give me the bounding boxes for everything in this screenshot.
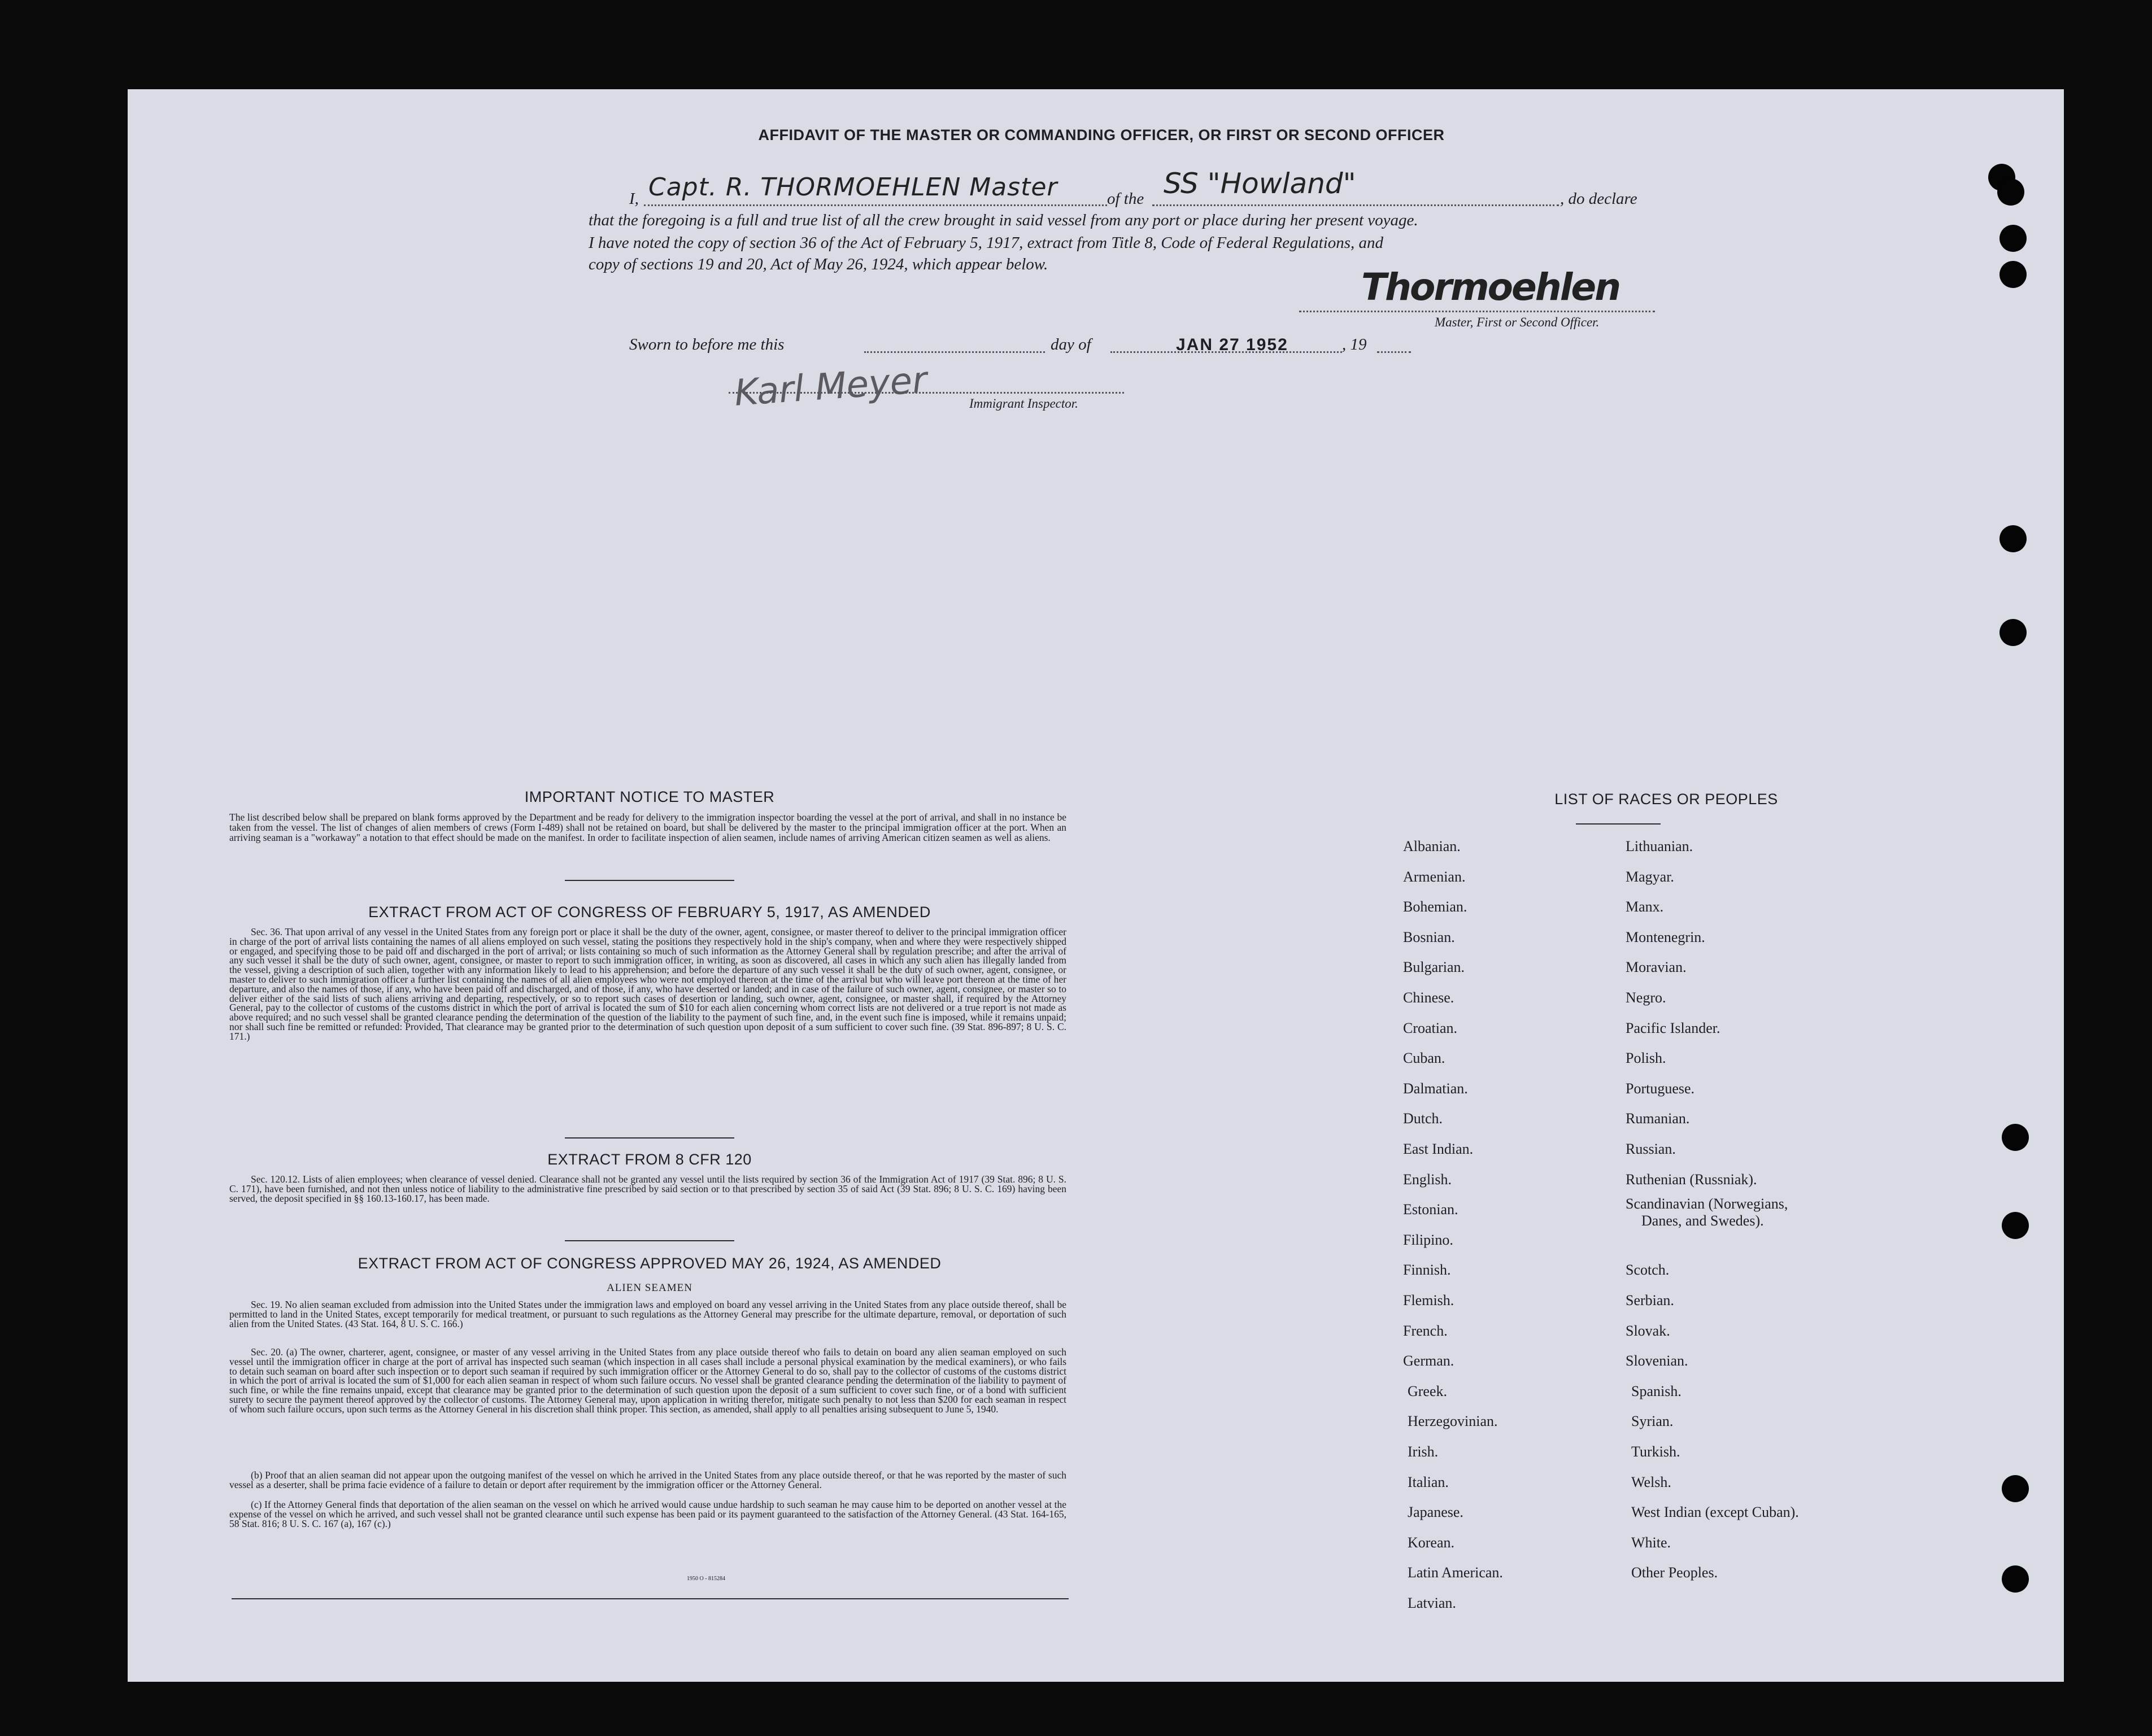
race-item: East Indian. [1403, 1141, 1474, 1157]
extract-1917-text: Sec. 36. That upon arrival of any vessel in the United States from any foreign port or place it shall be the duty of the owner, agent, consignee, or master thereof to deliver to the principal immigration officer in charge of the port of arrival lists containing the names of all aliens employed on such vessel, stating the positions they respectively hold in the ship's company, when and where they were respectively shipped or engaged, and specifying those to be paid off and discharged in the port of arrival; or lists containing so much of such information as the Attorney General shall by regulation prescribe; and after the arrival of any such vessel it shall be the duty of such owner, agent, consignee, or master to report to such immigration officer, in writing, as soon as discovered, all cases in which any such alien has illegally landed from the vessel, giving a description of such alien, together with any information likely to lead to his apprehension; and before the departure of any such vessel it shall be the duty of such owner, agent, consignee, or master to deliver to such immigration officer a further list containing the names of all alien employees who were not employed thereon at the time of the arrival but who will leave port thereon at the time of her departure, and also the names of those, if any, who have been paid off and discharged, and of those, if any, who have deserted or landed; and in case of the failure of such owner, agent, consignee, or master so to deliver either of the said lists of such aliens arriving and departing, respectively, or so to report such cases of desertion or landing, such owner, agent, consignee, or master shall, if required by the Attorney General, pay to the collector of customs of the customs district in which the port of arrival is located the sum of $10 for each alien concerning whom correct lists are not delivered or a true report is not made as above required; and no such vessel shall be granted clearance pending the determination of the question of the liability to the payment of such fine, and, in the event such fine is imposed, while it remains unpaid; nor shall such fine be remitted or refunded: Provided, That clearance may be granted prior to the determination of such question upon deposit of a sum sufficient to cover such fine. (39 Stat. 896-897; 8 U. S. C. 171.) [229, 926, 1066, 1042]
race-item: Japanese. [1408, 1504, 1463, 1521]
year-line [1377, 351, 1411, 353]
race-item: Dutch. [1403, 1110, 1443, 1127]
master-name-line [644, 204, 1107, 206]
bottom-rule [232, 1598, 1069, 1599]
race-item: Greek. [1408, 1382, 1448, 1399]
inspector-signature-line [729, 392, 1124, 394]
race-item: Finnish. [1403, 1262, 1451, 1279]
race-item: White. [1631, 1534, 1671, 1551]
race-item: Danes, and Swedes). [1641, 1212, 1764, 1229]
race-item: Serbian. [1626, 1292, 1674, 1308]
race-item: Albanian. [1403, 838, 1461, 854]
divider [565, 1137, 734, 1139]
punch-hole [2002, 1124, 2029, 1151]
punch-hole [1999, 225, 2027, 252]
race-item: Polish. [1626, 1050, 1666, 1067]
race-item: Bosnian. [1403, 928, 1455, 945]
punch-hole [2002, 1475, 2029, 1502]
race-item: Cuban. [1403, 1050, 1445, 1067]
race-item: Slovak. [1626, 1322, 1670, 1339]
divider [565, 880, 734, 881]
punch-hole [2002, 1565, 2029, 1593]
inspector-caption: Immigrant Inspector. [969, 396, 1078, 411]
punch-hole [1999, 619, 2027, 646]
affidavit-line-4: copy of sections 19 and 20, Act of May 26, 1924, which appear below. [589, 255, 1048, 273]
race-item: Scotch. [1626, 1262, 1670, 1279]
notice-title: IMPORTANT NOTICE TO MASTER [524, 788, 775, 805]
race-item: Manx. [1626, 898, 1664, 915]
divider [565, 1240, 734, 1241]
inspector-signature: Karl Meyer [733, 359, 929, 415]
sworn-label: Sworn to before me this [629, 335, 785, 354]
extract-1924-sec20c: (c) If the Attorney General finds that deportation of the alien seaman on the vessel on which he arrived would cause undue hardship to such seaman he may cause him to be deported on another vessel at the expense of the vessel on which he arrived, and such vessel shall not be granted clearance until such expense has been paid or its payment guaranteed to the satisfaction of the Attorney General. (43 Stat. 164-165, 58 Stat. 816; 8 U. S. C. 167 (a), 167 (c).) [229, 1499, 1066, 1529]
race-item: Moravian. [1626, 959, 1687, 976]
race-item: Russian. [1626, 1141, 1676, 1157]
extract-1924-sec20a: Sec. 20. (a) The owner, charterer, agent, consignee, or master of any vessel arriving in the United States from any place outside thereof who fails to detain on board any alien seaman employed on such vessel until the immigration officer in charge at the port of arrival has inspected such seaman (which inspection in all cases shall include a personal physical examination by the medical examiners), or who fails to detain such seaman on board after such inspection or to deport such seaman if required by such immigration officer or the Attorney General to do so, shall pay to the collector of customs of the customs district in which the port of arrival is located the sum of $1,000 for each alien seaman in respect of whom such failure occurs. No vessel shall be granted clearance pending the determination of the liability to payment of such fine, or while the fine remains unpaid, except that clearance may be granted prior to the determination of such question upon the deposit of a sum sufficient to cover such fine, or of a bond with sufficient surety to secure the payment thereof approved by the collector of customs. The Attorney General may, upon application in writing therefor, mitigate such penalty to not less than $200 for each seaman in respect of whom such failure occurs, upon such terms as the Attorney General in his discretion shall think proper. This section, as amended, shall apply to all penalties arising subsequent to June 5, 1940. [229, 1346, 1066, 1415]
master-signature-caption: Master, First or Second Officer. [1435, 315, 1600, 329]
master-name-handwritten: Capt. R. THORMOEHLEN Master [648, 173, 1058, 202]
race-item: Italian. [1408, 1473, 1449, 1490]
print-code: 1950 O - 815284 [686, 1576, 726, 1582]
race-item: Montenegrin. [1626, 928, 1705, 945]
sworn-day-line [864, 351, 1045, 353]
affidavit-do-declare: , do declare [1560, 190, 1637, 208]
race-item: Syrian. [1631, 1413, 1674, 1430]
race-item: West Indian (except Cuban). [1631, 1504, 1799, 1521]
race-item: Chinese. [1403, 989, 1454, 1006]
race-item: Spanish. [1631, 1382, 1681, 1399]
extract-1924-sec20b: (b) Proof that an alien seaman did not appear upon the outgoing manifest of the vessel on which he arrived in the United States from any place outside thereof, or that he was reported by the master of such vessel as a deserter, shall be prima facie evidence of a failure to detain or deport after requirement by the immigration officer or the Attorney General. [229, 1469, 1066, 1490]
race-item: Other Peoples. [1631, 1564, 1718, 1581]
master-signature-line [1299, 311, 1655, 312]
races-right-column [1626, 838, 1908, 1629]
divider [1576, 823, 1661, 825]
race-item: Korean. [1408, 1534, 1455, 1551]
races-title: LIST OF RACES OR PEOPLES [1554, 791, 1778, 808]
race-item: Magyar. [1626, 868, 1674, 885]
race-item: Croatian. [1403, 1019, 1458, 1036]
extract-cfr-text: Sec. 120.12. Lists of alien employees; when clearance of vessel denied. Clearance shall not be granted any vessel until the lists required by section 36 of the Immigration Act of 1917 (39 Stat. 896; 8 U. S. C. 171), have been furnished, and not then unless notice of liability to the administrative fine prescribed by said section or to that prescribed by section 35 of said Act (39 Stat. 896; 8 U. S. C. 169) having been served, the deposit specified in §§ 160.13-160.17, has been made. [229, 1174, 1066, 1204]
race-item: Estonian. [1403, 1201, 1458, 1218]
year-label: , 19 [1342, 335, 1367, 354]
race-item: Latin American. [1408, 1564, 1503, 1581]
affidavit-i-label: I, [629, 190, 639, 208]
race-item: Lithuanian. [1626, 838, 1693, 854]
race-item: Armenian. [1403, 868, 1466, 885]
punch-hole [2002, 1212, 2029, 1239]
race-item: Bulgarian. [1403, 959, 1465, 976]
race-item: Ruthenian (Russniak). [1626, 1171, 1757, 1188]
race-item: Flemish. [1403, 1292, 1454, 1308]
master-signature: Thormoehlen [1361, 265, 1620, 309]
race-item: Welsh. [1631, 1473, 1671, 1490]
race-item: Rumanian. [1626, 1110, 1690, 1127]
affidavit-title: AFFIDAVIT OF THE MASTER OR COMMANDING OFFICER, OR FIRST OR SECOND OFFICER [758, 127, 1445, 143]
race-item: Herzegovinian. [1408, 1413, 1498, 1430]
race-item: Dalmatian. [1403, 1080, 1468, 1097]
race-item: Negro. [1626, 989, 1666, 1006]
race-item: French. [1403, 1322, 1448, 1339]
extract-1924-sec19: Sec. 19. No alien seaman excluded from admission into the United States under the immigration laws and employed on board any vessel arriving in the United States from any place outside thereof, shall be permitted to land in the United States, except temporarily for medical treatment, or pursuant to such regulations as the Attorney General may prescribe for the ultimate departure, removal, or deportation of such alien from the United States. (43 Stat. 164, 8 U. S. C. 166.) [229, 1299, 1066, 1329]
punch-hole [1997, 178, 2024, 206]
race-item: Irish. [1408, 1443, 1439, 1460]
race-item: Scandinavian (Norwegians, [1626, 1196, 1788, 1212]
race-item: Bohemian. [1403, 898, 1467, 915]
extract-1924-title: EXTRACT FROM ACT OF CONGRESS APPROVED MAY 26, 1924, AS AMENDED [358, 1255, 942, 1272]
race-item: Pacific Islander. [1626, 1019, 1720, 1036]
notice-text: The list described below shall be prepared on blank forms approved by the Department and be ready for delivery to the immigration inspector boarding the vessel at the port of arrival, and shall in no instance be taken from the vessel. The list of changes of alien members of crews (Form I-489) shall not be retained on board, but shall be delivered by the master to the principal immigration officer at the port. When an arriving seaman is a "workaway" a notation to that effect should be made on the manifest. In order to facilitate inspection of alien seamen, include names of arriving American citizen seamen as well as aliens. [229, 812, 1066, 843]
vessel-name-handwritten: SS "Howland" [1164, 167, 1356, 200]
race-item: Turkish. [1631, 1443, 1680, 1460]
race-item: Slovenian. [1626, 1353, 1688, 1369]
extract-1917-title: EXTRACT FROM ACT OF CONGRESS OF FEBRUARY 5, 1917, AS AMENDED [368, 904, 931, 921]
alien-seamen-subtitle: ALIEN SEAMEN [607, 1282, 692, 1294]
races-left-column [1403, 838, 1618, 1629]
affidavit-of-the: of the [1107, 190, 1144, 208]
date-stamp: JAN 27 1952 [1176, 335, 1288, 354]
race-item: English. [1403, 1171, 1452, 1188]
punch-hole [1999, 261, 2027, 288]
race-item: German. [1403, 1353, 1454, 1369]
vessel-name-line [1152, 204, 1559, 206]
race-item: Portuguese. [1626, 1080, 1695, 1097]
race-item: Filipino. [1403, 1231, 1453, 1248]
race-item: Latvian. [1408, 1595, 1456, 1611]
affidavit-line-3: I have noted the copy of section 36 of the Act of February 5, 1917, extract from Title 8, Code of Federal Regulations, and [589, 234, 1384, 252]
affidavit-line-2: that the foregoing is a full and true list of all the crew brought in said vessel from any port or place during her present voyage. [589, 211, 1418, 229]
punch-hole [1999, 525, 2027, 552]
extract-cfr-title: EXTRACT FROM 8 CFR 120 [547, 1151, 752, 1168]
day-of-label: day of [1051, 335, 1091, 354]
